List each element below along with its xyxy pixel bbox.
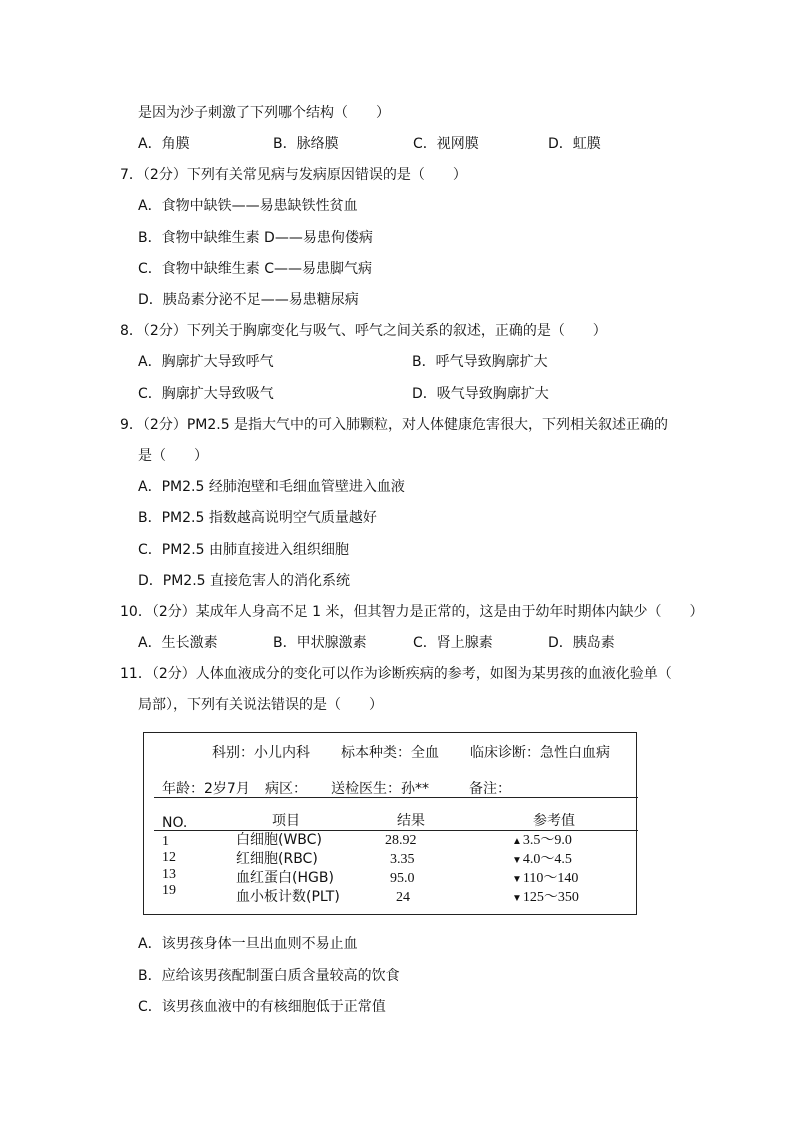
report-row-reference [512, 890, 579, 907]
report-divider-top [154, 797, 638, 798]
q11-stem-line2: 局部），下列有关说法错误的是（ ） [138, 697, 383, 713]
q9-option-b[interactable]: B．PM2.5 指数越高说明空气质量越好 [138, 510, 377, 526]
report-row-reference [512, 871, 578, 888]
q8-option-b[interactable]: B．呼气导致胸廓扩大 [412, 354, 548, 370]
q10-option-a[interactable]: A．生长激素 [138, 635, 218, 651]
q9-stem: 9．（2分）PM2.5 是指大气中的可入肺颗粒，对人体健康危害很大，下列相关叙述正确的 [120, 417, 669, 433]
report-row-result: 3.35 [390, 852, 415, 867]
q6-option-d[interactable]: D．虹膜 [548, 136, 601, 152]
q11-stem: 11．（2分）人体血液成分的变化可以作为诊断疾病的参考，如图为某男孩的血液化验单（ [120, 666, 672, 682]
report-sample-type: 标本种类：全血 [341, 745, 439, 761]
q9-option-d[interactable]: D．PM2.5 直接危害人的消化系统 [138, 573, 351, 589]
report-diagnosis: 临床诊断：急性白血病 [470, 745, 610, 761]
report-row-result: 28.92 [385, 833, 417, 848]
up-arrow-icon: ▲ [512, 836, 522, 847]
q10-stem: 10．（2分）某成年人身高不足 1 米，但其智力是正常的，这是由于幼年时期体内缺少（ ） [120, 604, 704, 620]
report-ward: 病区： [265, 781, 307, 797]
report-row-item: 血小板计数(PLT) [236, 889, 340, 905]
q6-option-c[interactable]: C．视网膜 [413, 136, 479, 152]
report-header-no: NO. [162, 815, 188, 831]
report-row-result: 95.0 [390, 871, 415, 886]
report-row-no: 19 [162, 883, 176, 898]
q9-option-c[interactable]: C．PM2.5 由肺直接进入组织细胞 [138, 542, 350, 558]
report-row-reference [512, 833, 572, 850]
report-divider-header [154, 830, 638, 831]
report-header-reference: 参考值 [533, 813, 575, 829]
q8-option-a[interactable]: A．胸廓扩大导致呼气 [138, 354, 274, 370]
report-header-result: 结果 [397, 813, 425, 829]
report-doctor: 送检医生：孙** [331, 781, 429, 797]
down-arrow-icon: ▼ [512, 874, 522, 885]
down-arrow-icon: ▼ [512, 893, 522, 904]
report-header-item: 项目 [272, 813, 300, 829]
down-arrow-icon: ▼ [512, 855, 522, 866]
q11-option-c[interactable]: C．该男孩血液中的有核细胞低于正常值 [138, 999, 386, 1015]
report-age: 年龄：2岁7月 [162, 781, 250, 797]
report-row-reference [512, 852, 572, 869]
q7-option-c[interactable]: C．食物中缺维生素 C——易患脚气病 [138, 261, 373, 277]
q6-option-a[interactable]: A．角膜 [138, 136, 190, 152]
q10-option-b[interactable]: B．甲状腺激素 [273, 635, 367, 651]
report-row-ref-range: 125～350 [522, 890, 579, 905]
q10-option-d[interactable]: D．胰岛素 [548, 635, 615, 651]
q7-option-b[interactable]: B．食物中缺维生素 D——易患佝偻病 [138, 230, 373, 246]
report-row-item: 红细胞(RBC) [236, 851, 318, 867]
report-row-item: 白细胞(WBC) [236, 832, 322, 848]
report-row-ref-range: 4.0～4.5 [522, 852, 572, 867]
blood-test-report [143, 732, 637, 915]
q7-option-a[interactable]: A．食物中缺铁——易患缺铁性贫血 [138, 198, 358, 214]
q9-stem-line2: 是（ ） [138, 448, 208, 464]
q6-stem-continuation: 是因为沙子刺激了下列哪个结构（ ） [138, 105, 390, 121]
q10-option-c[interactable]: C．肾上腺素 [413, 635, 493, 651]
q8-option-c[interactable]: C．胸廓扩大导致吸气 [138, 386, 274, 402]
q11-option-b[interactable]: B．应给该男孩配制蛋白质含量较高的饮食 [138, 968, 400, 984]
q7-option-d[interactable]: D．胰岛素分泌不足——易患糖尿病 [138, 292, 359, 308]
q7-stem: 7．（2分）下列有关常见病与发病原因错误的是（ ） [120, 167, 467, 183]
q8-stem: 8．（2分）下列关于胸廓变化与吸气、呼气之间关系的叙述，正确的是（ ） [120, 323, 607, 339]
q9-option-a[interactable]: A．PM2.5 经肺泡壁和毛细血管壁进入血液 [138, 479, 405, 495]
q8-option-d[interactable]: D．吸气导致胸廓扩大 [412, 386, 549, 402]
report-row-item: 血红蛋白(HGB) [236, 870, 334, 886]
report-department: 科别：小儿内科 [212, 745, 310, 761]
report-row-ref-range: 110～140 [522, 871, 579, 886]
q11-option-a[interactable]: A．该男孩身体一旦出血则不易止血 [138, 936, 358, 952]
report-row-no: 12 [162, 850, 176, 865]
report-row-no: 13 [162, 867, 176, 882]
report-row-ref-range: 3.5～9.0 [522, 833, 572, 848]
report-remark: 备注： [469, 781, 511, 797]
q6-option-b[interactable]: B．脉络膜 [273, 136, 339, 152]
report-row-result: 24 [396, 890, 410, 905]
report-row-no: 1 [162, 834, 169, 849]
